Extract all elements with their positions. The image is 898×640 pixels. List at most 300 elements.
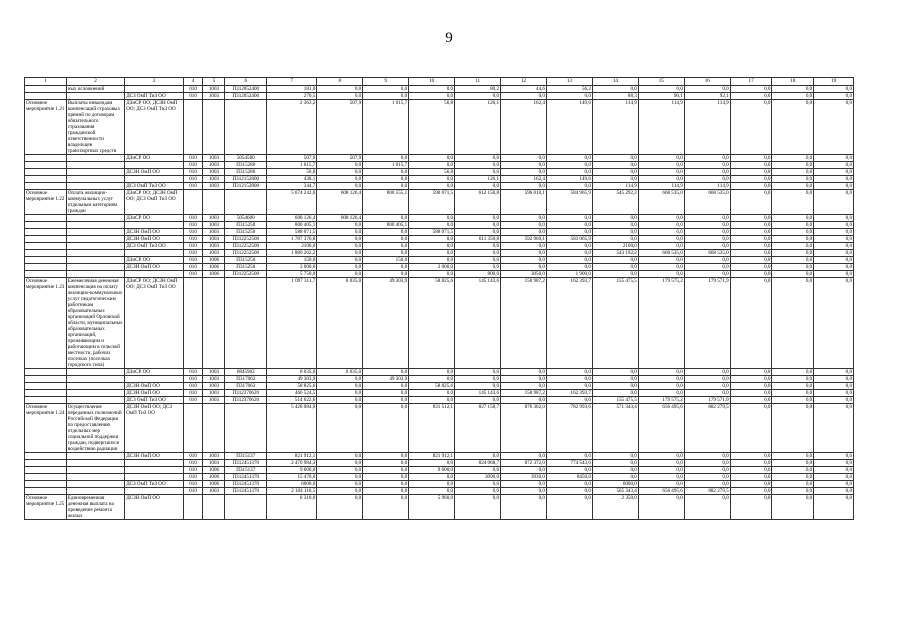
table-cell: 0,0 (455, 369, 501, 376)
table-cell: 56,2 (546, 86, 592, 93)
table-cell: 0,0 (772, 397, 814, 404)
table-cell: 0,0 (363, 467, 409, 474)
table-cell: 1 015,7 (363, 162, 409, 169)
table-cell: 0,0 (592, 86, 638, 93)
table-cell (25, 243, 67, 250)
table-row (25, 453, 854, 460)
table-cell: 611 350,8 (455, 236, 501, 243)
table-cell (66, 383, 124, 390)
table-cell: 590 071,5 (409, 190, 455, 215)
header-cell: 12 (501, 78, 547, 86)
table-cell: 0,0 (546, 376, 592, 383)
table-cell: ДСЗ ОмП ТиЗ ОО (125, 243, 183, 250)
table-cell: 0,0 (684, 243, 730, 250)
table-cell (66, 369, 124, 376)
table-row (25, 222, 854, 229)
table-row (25, 215, 854, 222)
table-cell: 0,0 (409, 155, 455, 162)
table-cell (25, 183, 67, 190)
table-row (25, 369, 854, 376)
table-cell: 3090,0 (455, 474, 501, 481)
table-cell: 2 000,0 (267, 264, 317, 271)
table-cell: 179 571,9 (684, 278, 730, 369)
table-row (25, 278, 854, 369)
table-cell: 0,0 (317, 236, 363, 243)
table-cell: 0,0 (684, 495, 730, 520)
table-cell (25, 271, 67, 278)
table-cell: 0,0 (501, 383, 547, 390)
header-cell: 15 (638, 78, 684, 86)
table-cell: 0,0 (814, 190, 854, 215)
table-cell: 49 303,9 (363, 278, 409, 369)
table-cell: 0,0 (730, 250, 772, 257)
table-cell: 0,0 (501, 264, 547, 271)
table-cell: 162,4 (501, 100, 547, 155)
table-cell: 0,0 (638, 243, 684, 250)
table-row (25, 176, 854, 183)
table-cell: 010 (183, 183, 203, 190)
table-row (25, 93, 854, 100)
table-row (25, 495, 854, 520)
table-cell: 114,9 (684, 100, 730, 155)
table-cell: 0,0 (501, 369, 547, 376)
table-cell: 0,0 (730, 243, 772, 250)
table-cell (66, 264, 124, 271)
table-cell: 0,0 (684, 390, 730, 397)
table-row (25, 474, 854, 481)
table-cell: 0,0 (455, 383, 501, 390)
table-cell: 0,0 (501, 453, 547, 460)
table-cell: П315137 (225, 453, 267, 460)
table-cell: ДСЗ ОмП ТиЗ ОО (125, 93, 183, 100)
table-cell: 0,0 (455, 162, 501, 169)
table-cell: 0,0 (772, 190, 814, 215)
table-cell (66, 243, 124, 250)
table-cell: 800 555,1 (363, 190, 409, 215)
table-cell: 0,0 (317, 176, 363, 183)
table-cell: 58 825,6 (267, 383, 317, 390)
table-cell: П312152800 (225, 183, 267, 190)
table-cell: 0,0 (638, 162, 684, 169)
table-cell: 0,0 (730, 397, 772, 404)
table-cell: 5 428 084,9 (267, 404, 317, 453)
table-cell: 1003 (203, 86, 225, 93)
table-cell: 0,0 (772, 376, 814, 383)
table-cell: 656 495,6 (638, 404, 684, 453)
table-cell: 1 787 376,8 (267, 236, 317, 243)
table-cell: 0,0 (455, 257, 501, 264)
table-cell: 0,0 (363, 229, 409, 236)
table-cell: 0,0 (730, 453, 772, 460)
table-cell: 0,0 (592, 229, 638, 236)
table-cell: 010 (183, 488, 203, 495)
table-cell (25, 257, 67, 264)
table-cell: 1003 (203, 390, 225, 397)
table-cell (25, 250, 67, 257)
table-cell (25, 397, 67, 404)
table-cell (66, 390, 124, 397)
table-cell: 0,0 (772, 222, 814, 229)
header-cell: 9 (363, 78, 409, 86)
table-cell: Оплата жилищно-коммунальных услуг отдельным категориям граждан (66, 190, 124, 215)
table-cell: П315250 (225, 222, 267, 229)
table-cell: 0,0 (814, 183, 854, 190)
table-cell (125, 467, 183, 474)
table-cell: 0,0 (638, 215, 684, 222)
table-cell: 8450,0 (546, 474, 592, 481)
header-cell: 16 (684, 78, 730, 86)
table-cell: 0,0 (684, 383, 730, 390)
table-cell: 0,0 (546, 481, 592, 488)
table-cell: 0,0 (730, 390, 772, 397)
table-cell: 0,0 (814, 376, 854, 383)
table-cell: П312252500 (225, 243, 267, 250)
table-cell: 010 (183, 229, 203, 236)
table-cell: 1 900,0 (546, 271, 592, 278)
table-cell (66, 215, 124, 222)
table-cell: 0,0 (814, 397, 854, 404)
table-cell: 010 (183, 243, 203, 250)
table-cell: 0,0 (730, 257, 772, 264)
table-cell: 1006 (203, 481, 225, 488)
table-cell: 0,0 (317, 404, 363, 453)
table-cell (125, 176, 183, 183)
table-cell: 0,0 (814, 222, 854, 229)
table-cell: 56,8 (267, 169, 317, 176)
table-cell: 0,0 (814, 215, 854, 222)
table-cell: П312252500 (225, 236, 267, 243)
table-cell: 0,0 (730, 460, 772, 467)
table-cell (25, 155, 67, 162)
table-cell: 0,0 (455, 488, 501, 495)
table-cell: ДСЗН ОмП ОО (125, 264, 183, 271)
table-cell: 583 065,9 (546, 236, 592, 243)
table-cell: 8 035,0 (317, 278, 363, 369)
table-cell (25, 176, 67, 183)
table-cell: П315250 (225, 257, 267, 264)
table-cell: 0,0 (730, 229, 772, 236)
table-cell: 0,0 (772, 236, 814, 243)
table-cell: 5054600 (225, 215, 267, 222)
table-cell: 010 (183, 250, 203, 257)
table-cell: 114,9 (592, 183, 638, 190)
table-cell: 668 535,0 (638, 190, 684, 215)
table-cell: 0,0 (814, 369, 854, 376)
table-cell: 0,0 (501, 229, 547, 236)
table-cell: 58 825,6 (409, 278, 455, 369)
table-cell: 0,0 (684, 453, 730, 460)
table-cell: 0,0 (546, 169, 592, 176)
table-cell: 0,0 (772, 215, 814, 222)
table-cell (66, 236, 124, 243)
table-cell: 8 310,0 (267, 495, 317, 520)
table-cell: 0,0 (730, 176, 772, 183)
table-cell: 0,0 (684, 236, 730, 243)
table-cell: 0,0 (772, 453, 814, 460)
table-cell: 3050,0 (501, 271, 547, 278)
table-cell: 466 524,5 (267, 390, 317, 397)
table-cell: 0,0 (638, 176, 684, 183)
table-cell: 1 880 262,2 (267, 250, 317, 257)
table-cell: 0,0 (363, 460, 409, 467)
table-cell: 0,0 (363, 250, 409, 257)
table-cell: 0,0 (684, 176, 730, 183)
table-cell: ДСЗН ОмП ОО (125, 383, 183, 390)
table-cell: 0,0 (363, 243, 409, 250)
table-cell: 0,0 (684, 257, 730, 264)
table-cell: 181,0 (267, 86, 317, 93)
table-cell: 0,0 (638, 229, 684, 236)
table-cell: 0,0 (546, 243, 592, 250)
table-cell: 0,0 (730, 383, 772, 390)
table-cell: П315250 (225, 264, 267, 271)
table-cell: 0,0 (772, 271, 814, 278)
header-cell: 1 (25, 78, 67, 86)
table-cell: 1003 (203, 229, 225, 236)
table-cell: 49 303,9 (267, 376, 317, 383)
table-cell: 0,0 (363, 264, 409, 271)
table-cell: 0,0 (363, 271, 409, 278)
table-cell: 0,0 (814, 250, 854, 257)
table-cell: Ежемесячная денежная компенсация на оплату жилищно-коммунальных услуг педагогическим работникам образовательных организаций Орловской области, муниципальных образовательных организаций, проживающим и работающим в сельской местности, рабочих поселках (поселках городского типа) (66, 278, 124, 369)
table-cell: 1003 (203, 176, 225, 183)
table-cell: ДСЗН ОмП ОО (125, 169, 183, 176)
table-row (25, 488, 854, 495)
table-cell (25, 236, 67, 243)
header-cell: 6 (225, 78, 267, 86)
table-cell: 612 150,8 (455, 190, 501, 215)
table-row (25, 383, 854, 390)
table-cell: 0,0 (772, 474, 814, 481)
table-cell: 0,0 (317, 495, 363, 520)
table-cell: 56,8 (409, 169, 455, 176)
table-cell: П317062 (225, 376, 267, 383)
table-cell: 0,0 (814, 460, 854, 467)
table-cell: 114,9 (638, 100, 684, 155)
table-cell: 0,0 (684, 474, 730, 481)
table-cell: 88,3 (592, 93, 638, 100)
table-cell: ДСЗН ОмП ОО; ДСЗ ОмП ТиЗ ОО (125, 404, 183, 453)
table-cell: 0,0 (409, 397, 455, 404)
table-cell: 0,0 (317, 93, 363, 100)
table-cell: 155 475,5 (592, 278, 638, 369)
table-cell: 0,0 (730, 278, 772, 369)
table-cell: 0,0 (730, 264, 772, 271)
table-cell: 145 143,6 (455, 390, 501, 397)
table-row (25, 467, 854, 474)
table-cell: 010 (183, 169, 203, 176)
table-cell: 0,0 (501, 93, 547, 100)
table-cell: 9 600,0 (409, 467, 455, 474)
table-cell: 0,0 (772, 176, 814, 183)
table-cell: 0,0 (772, 250, 814, 257)
table-cell: П312370620 (225, 397, 267, 404)
table-cell: 0,0 (772, 93, 814, 100)
table-cell: 0,0 (592, 264, 638, 271)
table-cell: 0,0 (684, 169, 730, 176)
table-cell: 0,0 (455, 453, 501, 460)
table-cell: 0,0 (317, 183, 363, 190)
table-cell: 114,9 (684, 183, 730, 190)
table-cell: 565 343,4 (592, 488, 638, 495)
table-cell: 1003 (203, 162, 225, 169)
table-cell: 0,0 (592, 222, 638, 229)
table-cell: 0,0 (546, 467, 592, 474)
table-cell (66, 467, 124, 474)
table-cell: 90,1 (638, 93, 684, 100)
table-cell: ДСЗ ОмП ТиЗ ОО (125, 183, 183, 190)
table-cell: 0,0 (638, 481, 684, 488)
table-cell: 0,0 (684, 162, 730, 169)
header-cell: 4 (183, 78, 203, 86)
table-cell: 0,0 (638, 460, 684, 467)
table-cell: Основное мероприятие 1.22 (25, 190, 67, 215)
table-cell (25, 215, 67, 222)
table-cell: 010 (183, 390, 203, 397)
table-cell: 0,0 (772, 169, 814, 176)
table-cell: 0,0 (814, 271, 854, 278)
table-cell: 0,0 (409, 93, 455, 100)
table-cell: 114,9 (638, 183, 684, 190)
table-cell: 0,0 (501, 467, 547, 474)
table-cell: П312451370 (225, 488, 267, 495)
table-cell: 0,0 (730, 222, 772, 229)
table-cell: 0,0 (317, 271, 363, 278)
table-cell: 5 750,0 (267, 271, 317, 278)
table-cell: 0,0 (317, 243, 363, 250)
table-cell: 0,0 (592, 162, 638, 169)
table-cell: 584 965,9 (546, 190, 592, 215)
header-cell: 10 (409, 78, 455, 86)
table-cell: 608 126,4 (267, 215, 317, 222)
table-cell: ДЗиСР ОО (125, 257, 183, 264)
table-cell: 774 543,6 (546, 460, 592, 467)
table-cell: 126,1 (455, 100, 501, 155)
table-cell: 0,0 (501, 397, 547, 404)
table-cell: 1003 (203, 215, 225, 222)
table-cell: 0,0 (546, 229, 592, 236)
table-cell: 0,0 (317, 397, 363, 404)
table-cell: 1003 (203, 250, 225, 257)
table-cell (125, 162, 183, 169)
table-cell: 656 495,6 (638, 488, 684, 495)
table-cell: 010 (183, 376, 203, 383)
table-cell: 0,0 (592, 467, 638, 474)
table-cell: 0,0 (501, 257, 547, 264)
table-cell: 592 960,1 (501, 236, 547, 243)
table-row (25, 250, 854, 257)
table-cell: 0,0 (592, 376, 638, 383)
table-cell: 0,0 (638, 169, 684, 176)
table-cell: 1003 (203, 169, 225, 176)
table-cell: 010 (183, 369, 203, 376)
table-cell (203, 495, 225, 520)
table-cell: 0,0 (363, 93, 409, 100)
table-cell: 0,0 (501, 495, 547, 520)
table-cell (225, 190, 267, 215)
table-cell: 0,0 (363, 404, 409, 453)
table-cell (125, 376, 183, 383)
table-cell (203, 278, 225, 369)
table-cell: 0,0 (772, 100, 814, 155)
table-cell (66, 460, 124, 467)
table-cell (25, 376, 67, 383)
table-cell: 010 (183, 397, 203, 404)
table-cell (66, 155, 124, 162)
table-cell: 179 575,2 (638, 278, 684, 369)
table-cell: 821 912,1 (267, 453, 317, 460)
table-cell: 1006 (203, 467, 225, 474)
table-cell: 162 393,7 (546, 390, 592, 397)
table-cell: 882 279,5 (684, 488, 730, 495)
page-number: 9 (445, 30, 453, 46)
table-cell: 44,6 (501, 86, 547, 93)
table-cell: 1003 (203, 376, 225, 383)
table-cell: 0,0 (772, 86, 814, 93)
table-cell: 5 960,0 (409, 495, 455, 520)
table-cell: 0,0 (546, 257, 592, 264)
table-cell: 1006 (203, 264, 225, 271)
table-cell: ДЗиСР ОО (125, 215, 183, 222)
table-cell: 80,2 (455, 86, 501, 93)
table-cell: 0,0 (363, 169, 409, 176)
table-cell: 6845902 (225, 369, 267, 376)
header-cell: 3 (125, 78, 183, 86)
table-cell: 0,0 (317, 481, 363, 488)
table-cell: 0,0 (730, 169, 772, 176)
header-cell: 8 (317, 78, 363, 86)
table-cell: 010 (183, 383, 203, 390)
table-cell (183, 100, 203, 155)
table-cell: Единовременная денежная выплата на проведение ремонта жилых (66, 495, 124, 520)
table-cell: 0,0 (730, 236, 772, 243)
table-cell: 0,0 (684, 481, 730, 488)
table-cell: 2 104 118,5 (267, 488, 317, 495)
table-cell: 0,0 (546, 215, 592, 222)
table-cell: 0,0 (772, 155, 814, 162)
table-cell: 0,0 (546, 250, 592, 257)
table-cell: П312252500 (225, 271, 267, 278)
table-cell: 0,0 (772, 467, 814, 474)
table-cell: 0,0 (455, 155, 501, 162)
table-cell: 0,0 (455, 376, 501, 383)
table-cell: 0,0 (317, 460, 363, 467)
table-cell: 0,0 (772, 243, 814, 250)
table-cell: Выплаты инвалидам компенсаций страховых премий по договорам обязательного страхования гражданской ответственности владельцев транспортных средств (66, 100, 124, 155)
table-cell: 0,0 (684, 155, 730, 162)
table-cell: 010 (183, 222, 203, 229)
table-row (25, 390, 854, 397)
table-cell: 0,0 (409, 183, 455, 190)
header-cell: 18 (772, 78, 814, 86)
table-cell: 0,0 (409, 488, 455, 495)
table-cell: 0,0 (730, 474, 772, 481)
table-cell (183, 190, 203, 215)
table-cell: П312052400 (225, 86, 267, 93)
table-cell: 0,0 (592, 460, 638, 467)
table-row (25, 183, 854, 190)
table-cell (66, 93, 124, 100)
table-cell: 0,0 (363, 481, 409, 488)
table-cell (125, 222, 183, 229)
table-cell: ДЗиСР ОО (125, 369, 183, 376)
table-row (25, 190, 854, 215)
table-row (25, 481, 854, 488)
table-cell: 0,0 (592, 453, 638, 460)
table-cell (25, 467, 67, 474)
table-cell: 0,0 (546, 222, 592, 229)
table-cell: 0,0 (684, 264, 730, 271)
